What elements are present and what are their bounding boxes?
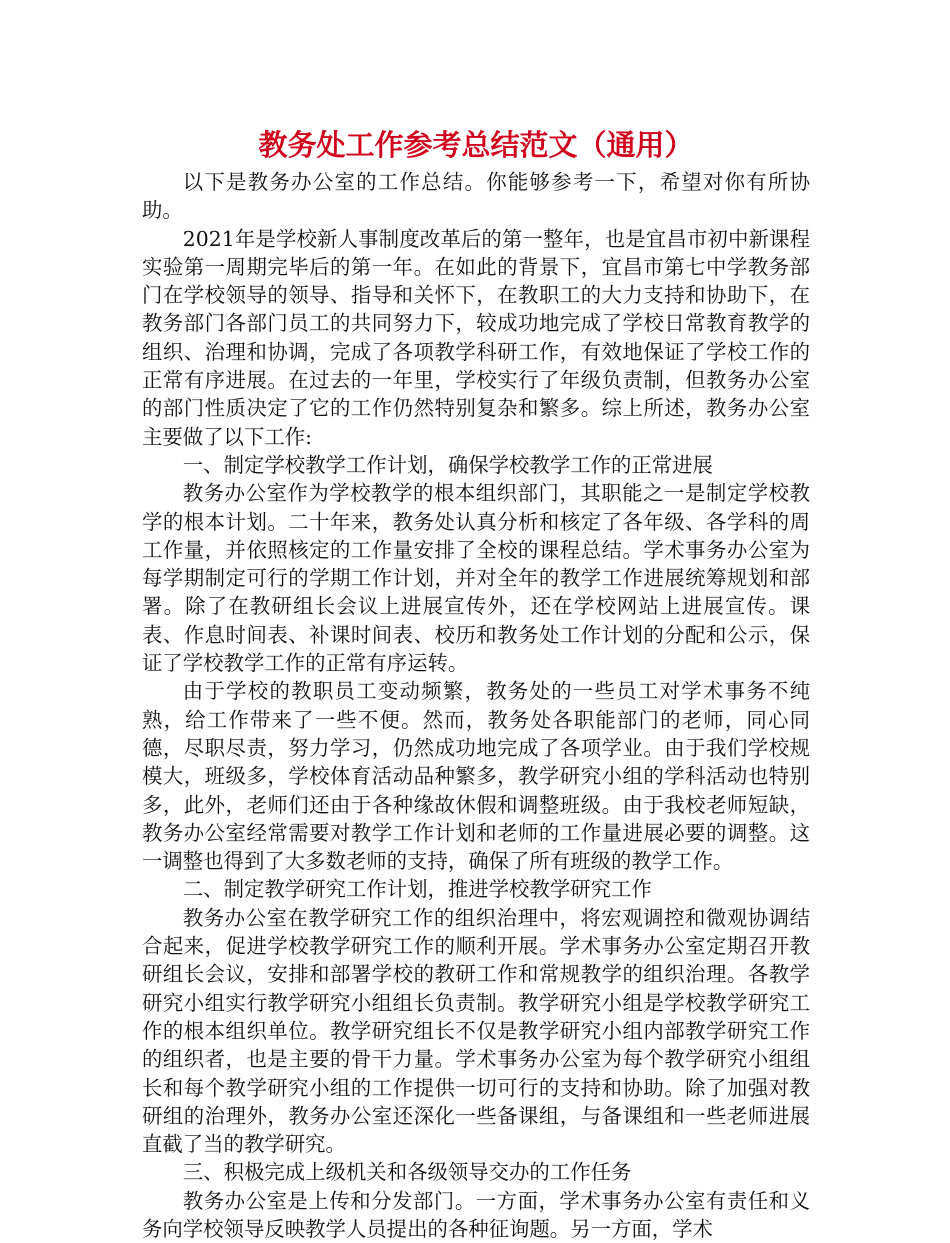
document-title: 教务处工作参考总结范文（通用） (258, 128, 694, 162)
section-heading-2: 二、制定教学研究工作计划，推进学校教学研究工作 (182, 877, 652, 902)
section-heading-3: 三、积极完成上级机关和各级领导交办的工作任务 (182, 1160, 632, 1185)
paragraph-2: 教务办公室作为学校教学的根本组织部门，其职能之一是制定学校教学的根本计划。二十年来，教务处认真分析和核定了各年级、各学科的周工作量，并依照核定的工作量安排了全校的课程总结。学术事务办公室为每学期制定可行的学期工作计划，并对全年的教学工作进展统筹规划和部署。除了在教研组长会议上进展宣传外，还在学校网站上进展宣传。课表、作息时间表、补课时间表、校历和教务处工作计划的分配和公示，保证了学校教学工作的正常有序运转。 (142, 481, 810, 676)
document-page (142, 122, 810, 1243)
paragraph-4: 教务办公室在教学研究工作的组织治理中，将宏观调控和微观协调结合起来，促进学校教学研究工作的顺利开展。学术事务办公室定期召开教研组长会议，安排和部署学校的教研工作和常规教学的组织治理。各教学研究小组实行教学研究小组组长负责制。教学研究小组是学校教学研究工作的根本组织单位。教学研究组长不仅是教学研究小组内部教学研究工作的组织者，也是主要的骨干力量。学术事务办公室为每个教学研究小组组长和每个教学研究小组的工作提供一切可行的支持和协助。除了加强对教研组的治理外，教务办公室还深化一些备课组，与备课组和一些老师进展直截了当的教学研究。 (142, 905, 810, 1157)
section-heading-1: 一、制定学校教学工作计划，确保学校教学工作的正常进展 (182, 452, 713, 477)
paragraph-3: 由于学校的教职员工变动频繁，教务处的一些员工对学术事务不纯熟，给工作带来了一些不便。然而，教务处各职能部门的老师，同心同德，尽职尽责，努力学习，仍然成功地完成了各项学业。由于我们学校规模大，班级多，学校体育活动品种繁多，教学研究小组的学科活动也特别多，此外，老师们还由于各种缘故休假和调整班级。由于我校老师短缺，教务办公室经常需要对教学工作计划和老师的工作量进展必要的调整。这一调整也得到了大多数老师的支持，确保了所有班级的教学工作。 (142, 679, 810, 874)
paragraph-1: 2021年是学校新人事制度改革后的第一整年，也是宜昌市初中新课程实验第一周期完毕后的第一年。在如此的背景下，宜昌市第七中学教务部门在学校领导的领导、指导和关怀下，在教职工的大力支持和协助下，在教务部门各部门员工的共同努力下，较成功地完成了学校日常教育教学的组织、治理和协调，完成了各项教学科研工作，有效地保证了学校工作的正常有序进展。在过去的一年里，学校实行了年级负责制，但教务办公室的部门性质决定了它的工作仍然特别复杂和繁多。综上所述，教务办公室主要做了以下工作: (142, 226, 810, 449)
paragraph-5: 教务办公室是上传和分发部门。一方面，学术事务办公室有责任和义务向学校领导反映教学人员提出的各种征询题。另一方面，学术 (142, 1188, 810, 1241)
intro-paragraph: 以下是教务办公室的工作总结。你能够参考一下，希望对你有所协助。 (142, 170, 810, 223)
